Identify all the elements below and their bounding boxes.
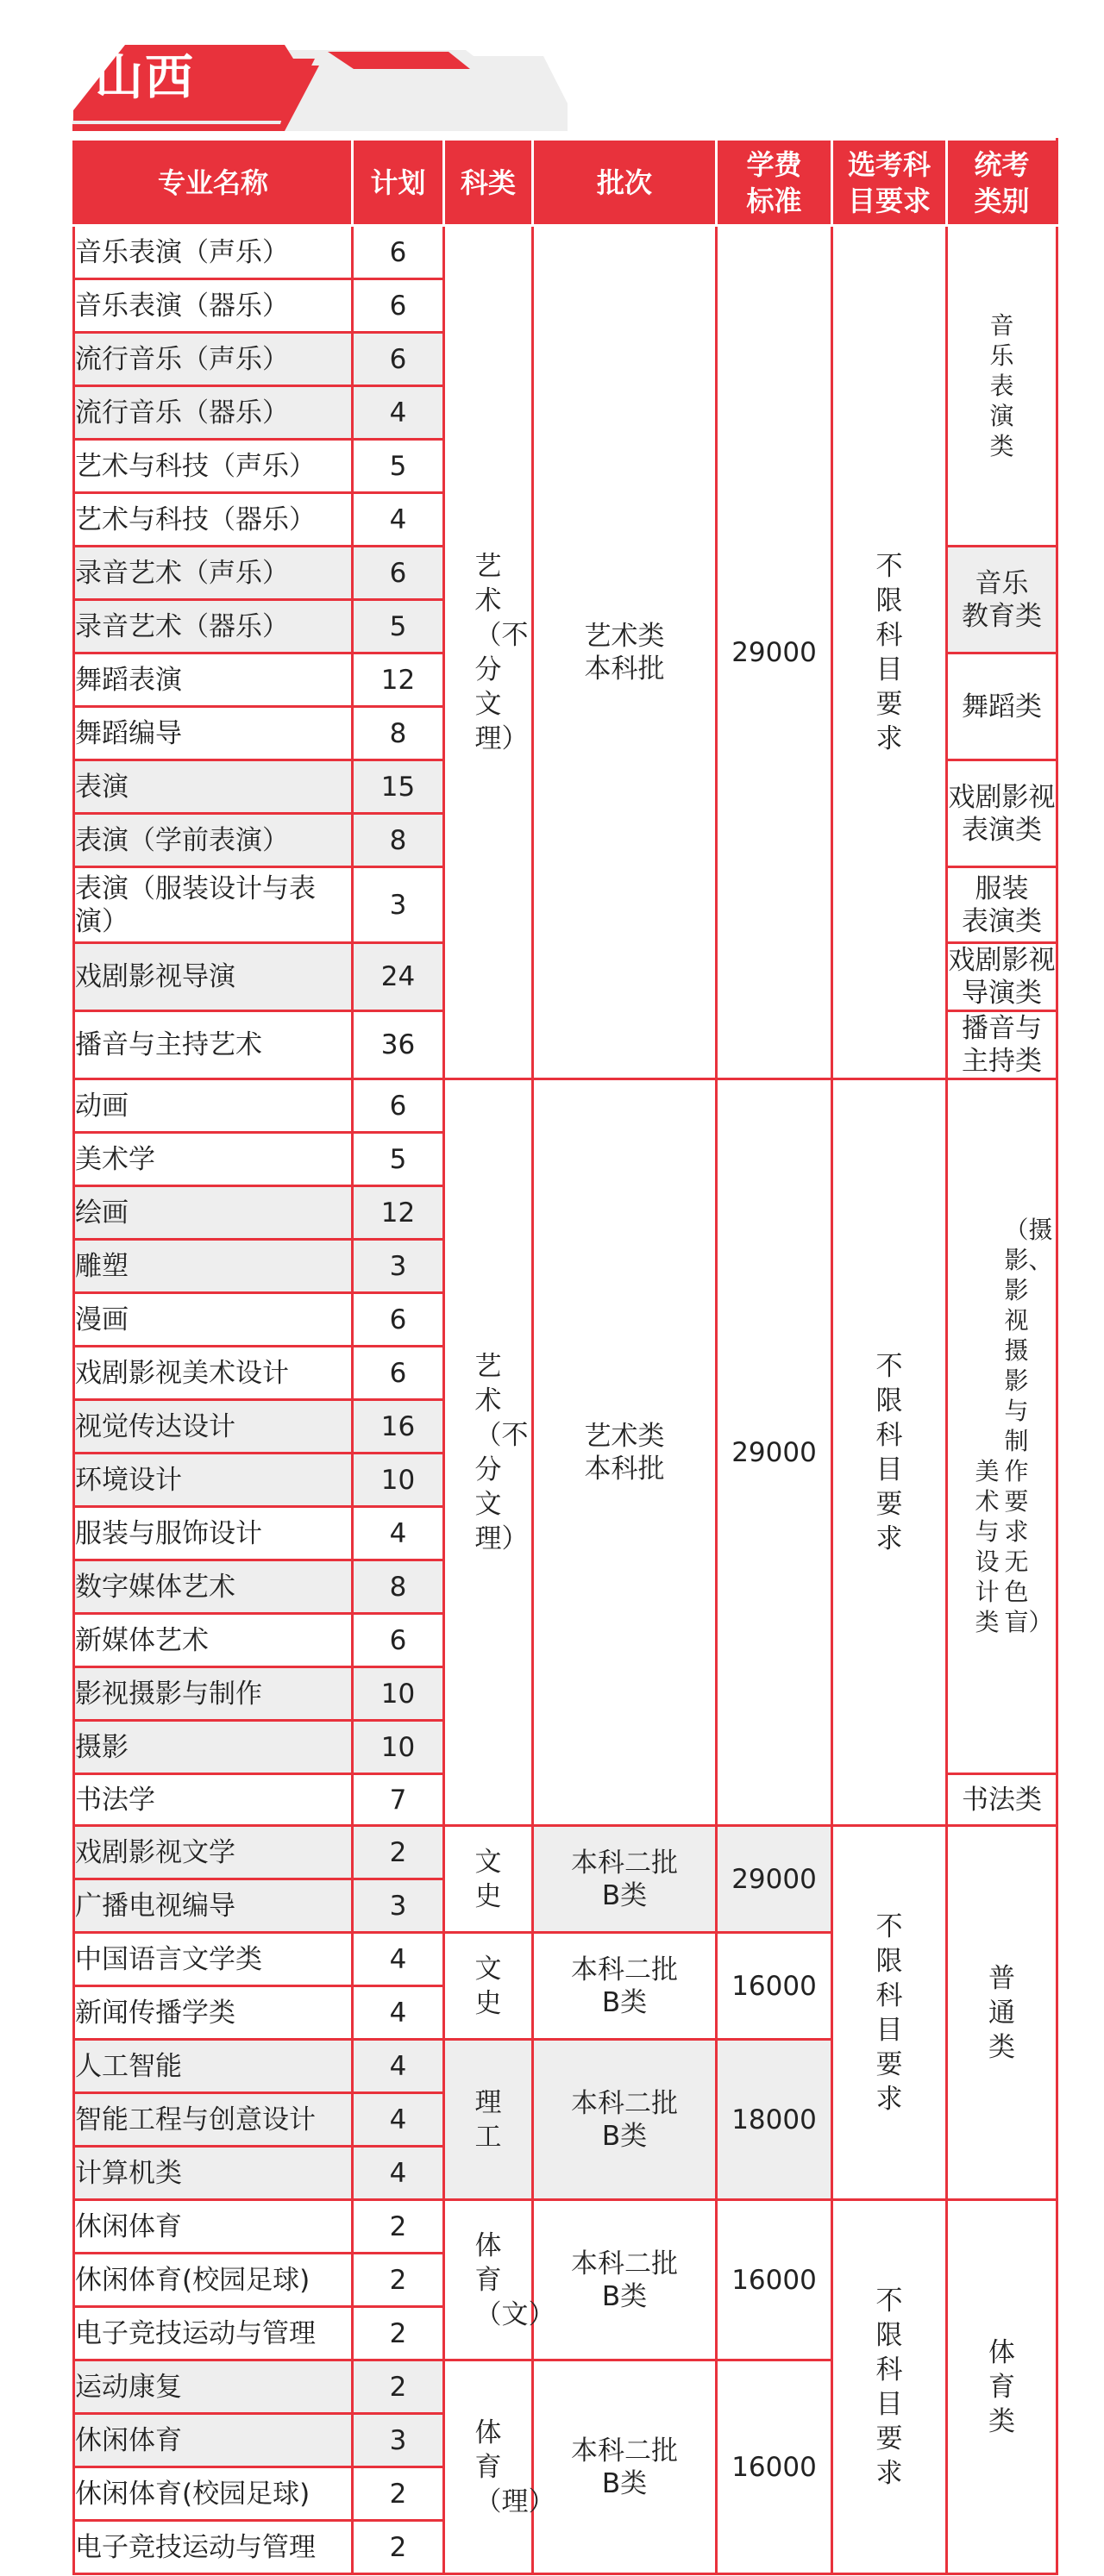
exam-category-cell: 舞蹈类 [947, 653, 1057, 760]
fee-cell: 29000 [717, 1826, 832, 1933]
major-name: 表演（学前表演） [74, 814, 353, 867]
plan-count: 16 [353, 1400, 444, 1454]
major-name: 表演（服装设计与表演） [74, 867, 353, 943]
exam-category-cell: 音乐表演类 [947, 226, 1057, 547]
plan-count: 4 [353, 2093, 444, 2147]
subject-cell: 文史 [444, 1933, 533, 2040]
plan-count: 7 [353, 1774, 444, 1826]
plan-count: 4 [353, 386, 444, 440]
major-name: 舞蹈编导 [74, 707, 353, 760]
header-major: 专业名称 [74, 140, 353, 226]
major-name: 艺术与科技（器乐） [74, 493, 353, 547]
plan-count: 2 [353, 2521, 444, 2574]
subject-cell: 艺术（不分文理） [444, 226, 533, 1079]
major-name: 戏剧影视文学 [74, 1826, 353, 1879]
major-name: 电子竞技运动与管理 [74, 2521, 353, 2574]
subject-cell: 理工 [444, 2040, 533, 2200]
major-name: 雕塑 [74, 1240, 353, 1293]
table-row [74, 1826, 1057, 1879]
plan-count: 3 [353, 1879, 444, 1933]
subject-cell: 体育（理） [444, 2360, 533, 2574]
major-name: 动画 [74, 1079, 353, 1133]
plan-count: 12 [353, 653, 444, 707]
exam-category-cell: 戏剧影视 导演类 [947, 943, 1057, 1011]
header-fee: 学费标准 [717, 140, 832, 226]
plan-count: 2 [353, 2307, 444, 2360]
exam-category-cell: 普通类 [947, 1826, 1057, 2200]
header-plan: 计划 [353, 140, 444, 226]
plan-count: 5 [353, 440, 444, 493]
major-name: 新媒体艺术 [74, 1614, 353, 1667]
plan-count: 2 [353, 2360, 444, 2414]
plan-count: 24 [353, 943, 444, 1011]
plan-count: 4 [353, 1933, 444, 1986]
major-name: 录音艺术（器乐） [74, 600, 353, 653]
major-name: 电子竞技运动与管理 [74, 2307, 353, 2360]
exam-category-cell: 服装 表演类 [947, 867, 1057, 943]
major-name: 运动康复 [74, 2360, 353, 2414]
major-name: 视觉传达设计 [74, 1400, 353, 1454]
table-row [74, 2200, 1057, 2254]
header-batch: 批次 [533, 140, 717, 226]
major-name: 音乐表演（声乐） [74, 226, 353, 279]
major-name: 美术学 [74, 1133, 353, 1186]
fee-cell: 16000 [717, 2200, 832, 2360]
major-name: 休闲体育 [74, 2200, 353, 2254]
batch-cell: 本科二批 B类 [533, 1826, 717, 1933]
plan-count: 36 [353, 1011, 444, 1079]
plan-count: 10 [353, 1454, 444, 1507]
major-name: 摄影 [74, 1721, 353, 1774]
subject-cell: 文史 [444, 1826, 533, 1933]
plan-count: 3 [353, 1240, 444, 1293]
plan-count: 8 [353, 707, 444, 760]
fee-cell: 18000 [717, 2040, 832, 2200]
table-header-row [74, 140, 1057, 226]
plan-count: 2 [353, 2254, 444, 2307]
major-name: 戏剧影视导演 [74, 943, 353, 1011]
header-requirement: 选考科目要求 [832, 140, 947, 226]
batch-cell: 艺术类 本科批 [533, 1079, 717, 1826]
major-name: 播音与主持艺术 [74, 1011, 353, 1079]
header-subject: 科类 [444, 140, 533, 226]
batch-cell: 艺术类 本科批 [533, 226, 717, 1079]
province-title: 山西 [95, 50, 195, 106]
plan-count: 2 [353, 2467, 444, 2521]
batch-cell: 本科二批 B类 [533, 2360, 717, 2574]
plan-count: 6 [353, 226, 444, 279]
batch-cell: 本科二批 B类 [533, 1933, 717, 2040]
exam-category-cell: 体育类 [947, 2200, 1057, 2574]
major-name: 广播电视编导 [74, 1879, 353, 1933]
plan-count: 6 [353, 1347, 444, 1400]
major-name: 舞蹈表演 [74, 653, 353, 707]
table-row [74, 1079, 1057, 1133]
major-name: 音乐表演（器乐） [74, 279, 353, 333]
major-name: 书法学 [74, 1774, 353, 1826]
exam-category-cell: 美术与设计类（摄影、影视摄影与制作要求无色盲） [947, 1079, 1057, 1774]
plan-count: 4 [353, 2147, 444, 2200]
major-name: 休闲体育(校园足球) [74, 2254, 353, 2307]
plan-count: 5 [353, 1133, 444, 1186]
major-name: 戏剧影视美术设计 [74, 1347, 353, 1400]
major-name: 绘画 [74, 1186, 353, 1240]
exam-category-cell: 书法类 [947, 1774, 1057, 1826]
plan-count: 6 [353, 1614, 444, 1667]
plan-count: 10 [353, 1721, 444, 1774]
plan-count: 4 [353, 2040, 444, 2093]
major-name: 休闲体育(校园足球) [74, 2467, 353, 2521]
fee-cell: 29000 [717, 1079, 832, 1826]
exam-category-cell: 戏剧影视 表演类 [947, 760, 1057, 867]
major-name: 智能工程与创意设计 [74, 2093, 353, 2147]
plan-count: 8 [353, 1560, 444, 1614]
plan-count: 6 [353, 547, 444, 600]
exam-category-cell: 音乐 教育类 [947, 547, 1057, 653]
major-name: 人工智能 [74, 2040, 353, 2093]
major-name: 新闻传播学类 [74, 1986, 353, 2040]
requirement-cell: 不限科目要求 [832, 2200, 947, 2574]
fee-cell: 16000 [717, 1933, 832, 2040]
major-name: 影视摄影与制作 [74, 1667, 353, 1721]
plan-count: 6 [353, 1293, 444, 1347]
major-name: 服装与服饰设计 [74, 1507, 353, 1560]
header-exam-category: 统考类别 [947, 140, 1057, 226]
major-name: 休闲体育 [74, 2414, 353, 2467]
major-name: 数字媒体艺术 [74, 1560, 353, 1614]
plan-count: 2 [353, 2200, 444, 2254]
major-name: 中国语言文学类 [74, 1933, 353, 1986]
plan-count: 4 [353, 1507, 444, 1560]
fee-cell: 16000 [717, 2360, 832, 2574]
major-name: 表演 [74, 760, 353, 814]
major-name: 艺术与科技（声乐） [74, 440, 353, 493]
province-header [0, 0, 1104, 138]
major-name: 环境设计 [74, 1454, 353, 1507]
requirement-cell: 不限科目要求 [832, 1826, 947, 2200]
exam-category-cell: 播音与 主持类 [947, 1011, 1057, 1079]
plan-count: 4 [353, 493, 444, 547]
major-name: 录音艺术（声乐） [74, 547, 353, 600]
major-name: 流行音乐（器乐） [74, 386, 353, 440]
plan-count: 6 [353, 333, 444, 386]
requirement-cell: 不限科目要求 [832, 226, 947, 1079]
plan-count: 8 [353, 814, 444, 867]
plan-count: 5 [353, 600, 444, 653]
batch-cell: 本科二批 B类 [533, 2200, 717, 2360]
plan-count: 6 [353, 1079, 444, 1133]
admission-plan-table [72, 138, 1058, 2575]
plan-count: 3 [353, 867, 444, 943]
requirement-cell: 不限科目要求 [832, 1079, 947, 1826]
fee-cell: 29000 [717, 226, 832, 1079]
batch-cell: 本科二批 B类 [533, 2040, 717, 2200]
major-name: 计算机类 [74, 2147, 353, 2200]
plan-count: 12 [353, 1186, 444, 1240]
major-name: 漫画 [74, 1293, 353, 1347]
major-name: 流行音乐（声乐） [74, 333, 353, 386]
subject-cell: 艺术（不分文理） [444, 1079, 533, 1826]
subject-cell: 体育（文） [444, 2200, 533, 2360]
plan-count: 15 [353, 760, 444, 814]
plan-count: 4 [353, 1986, 444, 2040]
plan-count: 6 [353, 279, 444, 333]
plan-count: 10 [353, 1667, 444, 1721]
table-row [74, 226, 1057, 279]
plan-count: 3 [353, 2414, 444, 2467]
plan-count: 2 [353, 1826, 444, 1879]
